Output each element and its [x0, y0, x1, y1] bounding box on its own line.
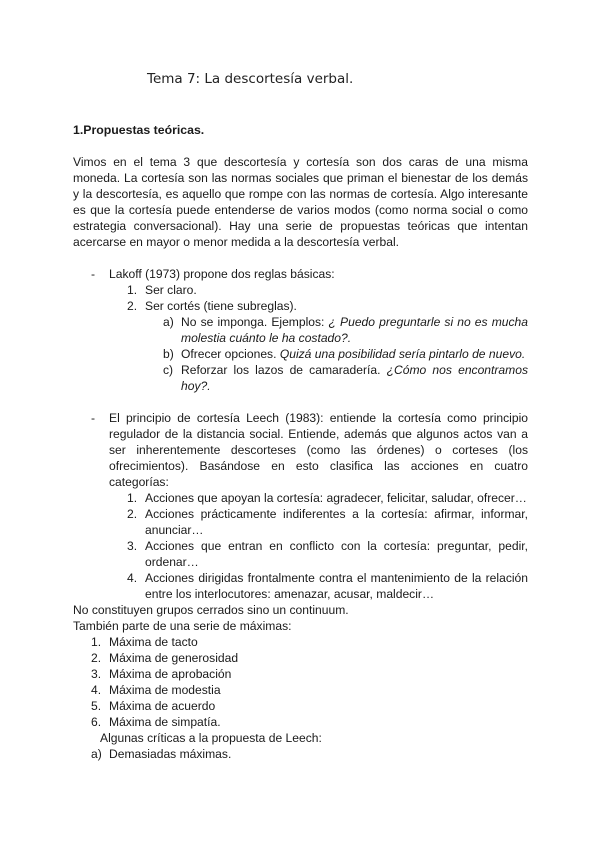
subrule-line — [181, 362, 528, 379]
intro-line: acercarse en mayor o menor medida a la descortesía verbal. — [73, 235, 400, 249]
rule-text: Ser cortés (tiene subreglas). — [145, 299, 297, 313]
maxim-number: 2. — [91, 651, 102, 665]
leech-line: ser inherentemente descorteses (como las órdenes) o corteses (los — [109, 443, 528, 457]
subrule-text: Reforzar los lazos de camaradería. — [181, 363, 387, 377]
category-text: Acciones dirigidas frontalmente contra el mantenimiento de la relación — [145, 571, 528, 585]
subrule-example: hoy?. — [181, 379, 211, 393]
category-number: 4. — [127, 571, 138, 585]
leech-line: ofrecimientos). Basándose en esto clasifica las acciones en cuatro — [109, 459, 528, 473]
category-number: 3. — [127, 539, 138, 553]
category-text: ordenar… — [145, 555, 199, 569]
category-text: anunciar… — [145, 523, 204, 537]
critique-letter: a) — [91, 747, 102, 761]
bullet-dash: - — [91, 411, 96, 425]
category-text: entre los interlocutores: amenazar, acusar, maldecir… — [145, 587, 435, 601]
category-text: Acciones que entran en conflicto con la cortesía: preguntar, pedir, — [145, 539, 528, 553]
leech-line: El principio de cortesía Leech (1983): entiende la cortesía como principio — [109, 411, 528, 425]
leech-line: regulador de la distancia social. Entiende, además que algunos actos van a — [109, 427, 528, 441]
maxim-number: 6. — [91, 715, 102, 729]
page-title: Tema 7: La descortesía verbal. — [147, 71, 354, 87]
lakoff-text: Lakoff (1973) propone dos reglas básicas: — [109, 267, 335, 281]
subrule-example: ¿Cómo nos encontramos — [386, 363, 528, 377]
maxims-intro: También parte de una serie de máximas: — [73, 619, 292, 633]
maxim-number: 4. — [91, 683, 102, 697]
intro-line: Vimos en el tema 3 que descortesía y cortesía son dos caras de una misma — [73, 155, 528, 169]
subrule-letter: a) — [163, 315, 174, 329]
subrule-text: Ofrecer opciones. — [181, 347, 280, 361]
intro-line: moneda. La cortesía son las normas sociales que priman el bienestar de los demás — [73, 171, 528, 185]
subrule-text: No se imponga. Ejemplos: — [181, 315, 329, 329]
maxim-text: Máxima de simpatía. — [109, 715, 221, 729]
leech-line: categorías: — [109, 475, 169, 489]
intro-line: es que la cortesía puede entenderse de varios modos (como norma social o como — [73, 203, 528, 217]
intro-line: estrategia conversacional). Hay una serie de propuestas teóricas que intentan — [73, 219, 528, 233]
category-number: 2. — [127, 507, 138, 521]
maxim-text: Máxima de aprobación — [109, 667, 232, 681]
subrule-letter: c) — [163, 363, 174, 377]
maxim-text: Máxima de acuerdo — [109, 699, 216, 713]
rule-number: 2. — [127, 299, 138, 313]
category-number: 1. — [127, 491, 138, 505]
category-text: Acciones que apoyan la cortesía: agradecer, felicitar, saludar, ofrecer… — [145, 491, 527, 505]
subrule-line — [181, 378, 211, 395]
subrule-example: Quizá una posibilidad sería pintarlo de nuevo. — [279, 347, 526, 361]
maxim-number: 5. — [91, 699, 102, 713]
rule-number: 1. — [127, 283, 138, 297]
subrule-line — [181, 330, 351, 347]
subrule-example: molestia cuánto le ha costado?. — [181, 331, 352, 345]
critiques-intro: Algunas críticas a la propuesta de Leech: — [100, 731, 322, 745]
subrule-line — [181, 346, 525, 363]
subrule-example: ¿ Puedo preguntarle si no es mucha — [328, 315, 528, 329]
maxim-text: Máxima de tacto — [109, 635, 198, 649]
maxim-text: Máxima de modestia — [109, 683, 221, 697]
critique-text: Demasiadas máximas. — [109, 747, 232, 761]
rule-text: Ser claro. — [145, 283, 197, 297]
intro-line: y la descortesía, es aquello que rompe con las normas de cortesía. Algo interesante — [73, 187, 528, 201]
maxim-number: 3. — [91, 667, 102, 681]
bullet-dash: - — [91, 267, 96, 281]
subrule-letter: b) — [163, 347, 174, 361]
continuum-text: No constituyen grupos cerrados sino un continuum. — [73, 603, 349, 617]
section-heading: 1.Propuestas teóricas. — [73, 123, 205, 137]
category-text: Acciones prácticamente indiferentes a la cortesía: afirmar, informar, — [145, 507, 528, 521]
maxim-number: 1. — [91, 635, 102, 649]
subrule-line — [181, 314, 528, 331]
maxim-text: Máxima de generosidad — [109, 651, 239, 665]
